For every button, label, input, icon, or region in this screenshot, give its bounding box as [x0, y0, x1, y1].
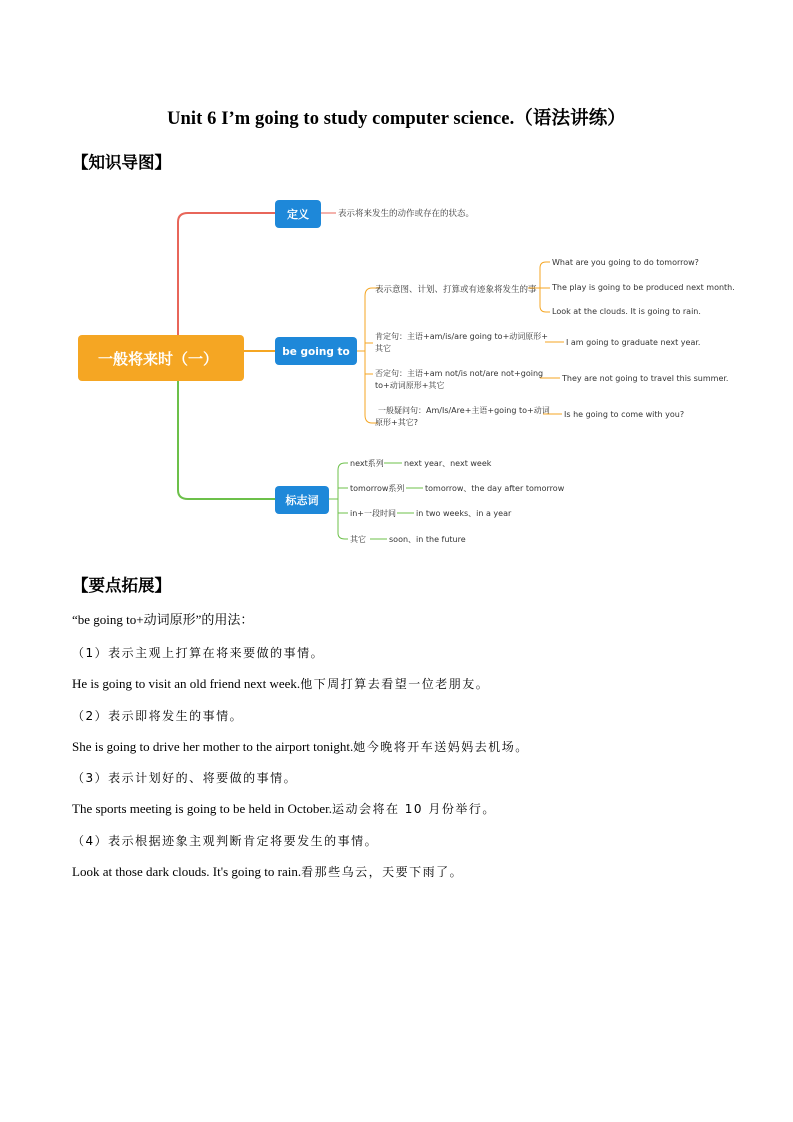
- usage-example-3-cn: 运动会将在 10 月份举行。: [331, 802, 496, 816]
- signal-word-key-2: tomorrow系列: [350, 484, 405, 493]
- usage-line-7: [72, 832, 378, 849]
- usage-example-4-en: Look at those dark clouds. It's going to rain.: [72, 864, 302, 879]
- signal-word-key-4: 其它: [350, 535, 366, 544]
- usage-rule-2: （2）表示即将发生的事情。: [72, 709, 244, 723]
- signal-word-value-3: in two weeks、in a year: [416, 509, 512, 518]
- usage-line-8: [72, 863, 463, 880]
- uses-example-3: Look at the clouds. It is going to rain.: [552, 307, 701, 316]
- usage-line-2: [72, 675, 489, 692]
- usage-line-1: [72, 644, 324, 661]
- usage-line-5: [72, 769, 297, 786]
- usage-example-2-en: She is going to drive her mother to the airport tonight.: [72, 739, 354, 754]
- be-going-to-node-label: be going to: [282, 346, 350, 358]
- connector-definition: [178, 213, 275, 335]
- question-label-line-2: 原形+其它?: [375, 418, 418, 427]
- usage-rule-4: （4）表示根据迹象主观判断肯定将要发生的事情。: [72, 834, 379, 848]
- usage-line-4: [72, 738, 529, 755]
- question-example: Is he going to come with you?: [564, 410, 685, 419]
- affirmative-label-line-1: 肯定句：主语+am/is/are going to+动词原形+: [375, 332, 548, 341]
- section-heading-map: 【知识导图】: [72, 153, 171, 172]
- negative-example: They are not going to travel this summer.: [562, 374, 729, 383]
- definition-text: 表示将来发生的动作或存在的状态。: [338, 209, 475, 219]
- usage-example-3-en: The sports meeting is going to be held in October.: [72, 801, 332, 816]
- signal-word-key-3: in+一段时间: [350, 509, 396, 518]
- usage-example-2-cn: 她今晚将开车送妈妈去机场。: [353, 740, 529, 754]
- question-label-line-1: 一般疑问句：Am/Is/Are+主语+going to+动词: [378, 406, 550, 415]
- usage-example-1-cn: 他下周打算去看望一位老朋友。: [300, 677, 490, 691]
- connector-signal-words: [178, 381, 275, 499]
- section-heading-points: 【要点拓展】: [72, 576, 171, 595]
- signal-words-node-label: 标志词: [285, 494, 319, 507]
- signal-word-value-1: next year、next week: [404, 459, 492, 468]
- usage-line-3: [72, 707, 243, 724]
- uses-example-2: The play is going to be produced next month.: [552, 283, 735, 292]
- signal-word-value-4: soon、in the future: [389, 535, 466, 544]
- usage-rule-1: （1）表示主观上打算在将来要做的事情。: [72, 646, 325, 660]
- mind-map: [0, 0, 793, 560]
- affirmative-example: I am going to graduate next year.: [566, 338, 701, 347]
- signal-word-value-2: tomorrow、the day after tomorrow: [425, 484, 565, 493]
- usage-example-4-cn: 看那些乌云，天要下雨了。: [301, 865, 464, 879]
- negative-label-line-2: to+动词原形+其它: [375, 381, 445, 390]
- usage-line-6: [72, 800, 496, 817]
- definition-node-label: 定义: [287, 208, 309, 221]
- usage-example-1-en: He is going to visit an old friend next week.: [72, 676, 301, 691]
- usage-intro-text: “be going to+动词原形”的用法：: [72, 612, 254, 627]
- usage-rule-3: （3）表示计划好的、将要做的事情。: [72, 771, 298, 785]
- uses-example-1: What are you going to do tomorrow?: [552, 258, 699, 267]
- root-node-label: 一般将来时（一）: [97, 350, 219, 368]
- uses-label: 表示意图、计划、打算或有迹象将发生的事: [375, 285, 537, 295]
- signal-words-bracket: [329, 463, 348, 539]
- signal-word-key-1: next系列: [350, 459, 384, 468]
- negative-label-line-1: 否定句：主语+am not/is not/are not+going: [375, 369, 544, 378]
- be-going-to-bracket: [357, 288, 380, 423]
- usage-intro: [72, 609, 253, 628]
- affirmative-label-line-2: 其它: [375, 344, 391, 353]
- page-title: Unit 6 I’m going to study computer science.（语法讲练）: [167, 109, 626, 129]
